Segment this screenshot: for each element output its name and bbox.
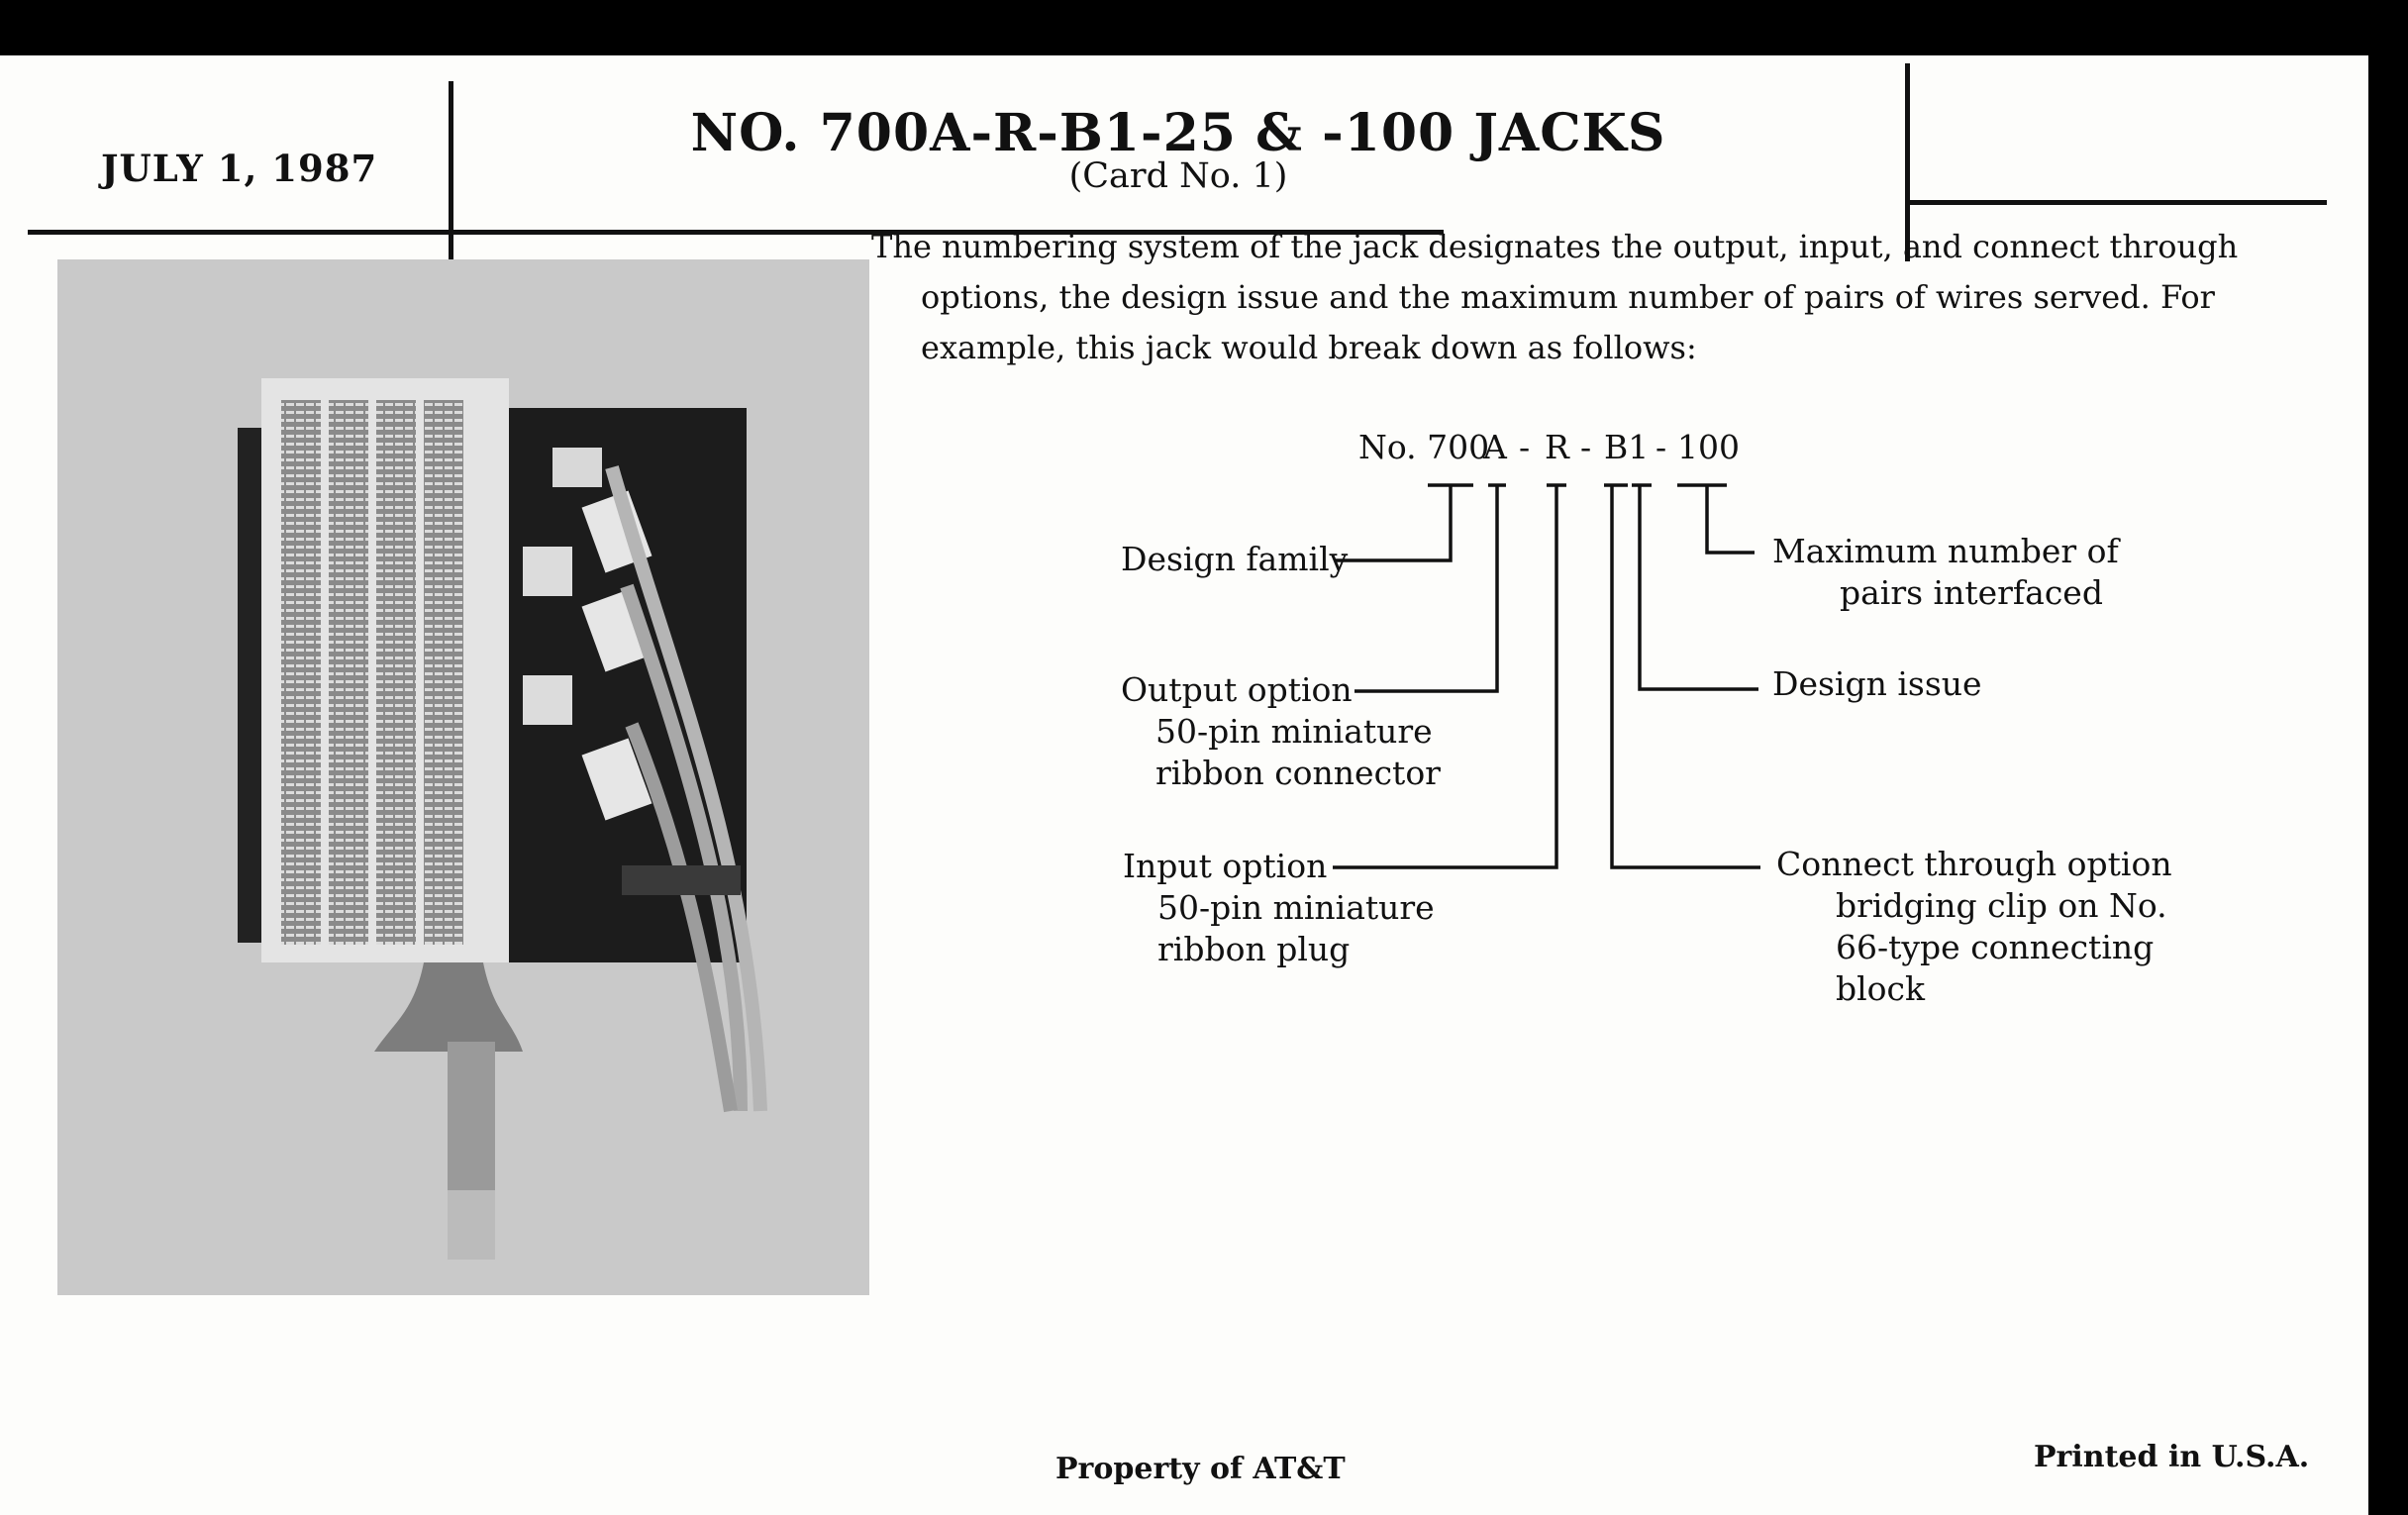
input-option-line-2: ribbon plug xyxy=(1157,930,1351,968)
connect-through-line-2: 66-type connecting xyxy=(1836,928,2155,966)
input-option-title: Input option xyxy=(1123,847,1328,885)
card-date: JULY 1, 1987 xyxy=(101,147,378,190)
input-option-line-1: 50-pin miniature xyxy=(1157,888,1435,927)
intro-paragraph: The numbering system of the jack designates the output, input, and connect through options, the design issue and the maximum number of pairs of wires served. For example, this jack would break down as follows: xyxy=(871,228,2239,366)
output-option-line-1: 50-pin miniature xyxy=(1155,712,1433,751)
label-design-issue: Design issue xyxy=(1772,664,1982,703)
connect-through-title: Connect through option xyxy=(1776,845,2172,883)
label-max-pairs xyxy=(1772,531,2119,614)
label-connect-through xyxy=(1776,844,2172,1010)
connect-through-line-3: block xyxy=(1836,969,1926,1008)
code-part-no700: No. 700 xyxy=(1358,428,1490,466)
max-pairs-title: Maximum number of xyxy=(1772,532,2119,570)
code-part-r: R xyxy=(1545,428,1569,466)
label-design-family: Design family xyxy=(1121,540,1349,578)
output-option-title: Output option xyxy=(1121,670,1353,709)
card-subtitle: (Card No. 1) xyxy=(1068,156,1288,196)
footer-printed: Printed in U.S.A. xyxy=(2034,1440,2310,1474)
code-sep-1: - xyxy=(1519,428,1531,466)
connect-through-line-1: bridging clip on No. xyxy=(1836,886,2167,925)
code-part-a: A xyxy=(1483,428,1507,466)
reference-card xyxy=(0,55,2368,1515)
code-part-b1: B1 xyxy=(1604,428,1650,466)
label-output-option xyxy=(1121,669,1441,794)
max-pairs-line-2: pairs interfaced xyxy=(1840,573,2103,612)
code-sep-3: - xyxy=(1656,428,1667,466)
label-input-option xyxy=(1123,846,1435,970)
output-option-line-2: ribbon connector xyxy=(1155,754,1441,792)
code-part-100: 100 xyxy=(1677,428,1740,466)
footer-property: Property of AT&T xyxy=(1055,1452,1346,1486)
card-title: NO. 700A-R-B1-25 & -100 JACKS xyxy=(690,103,1666,163)
code-sep-2: - xyxy=(1580,428,1592,466)
